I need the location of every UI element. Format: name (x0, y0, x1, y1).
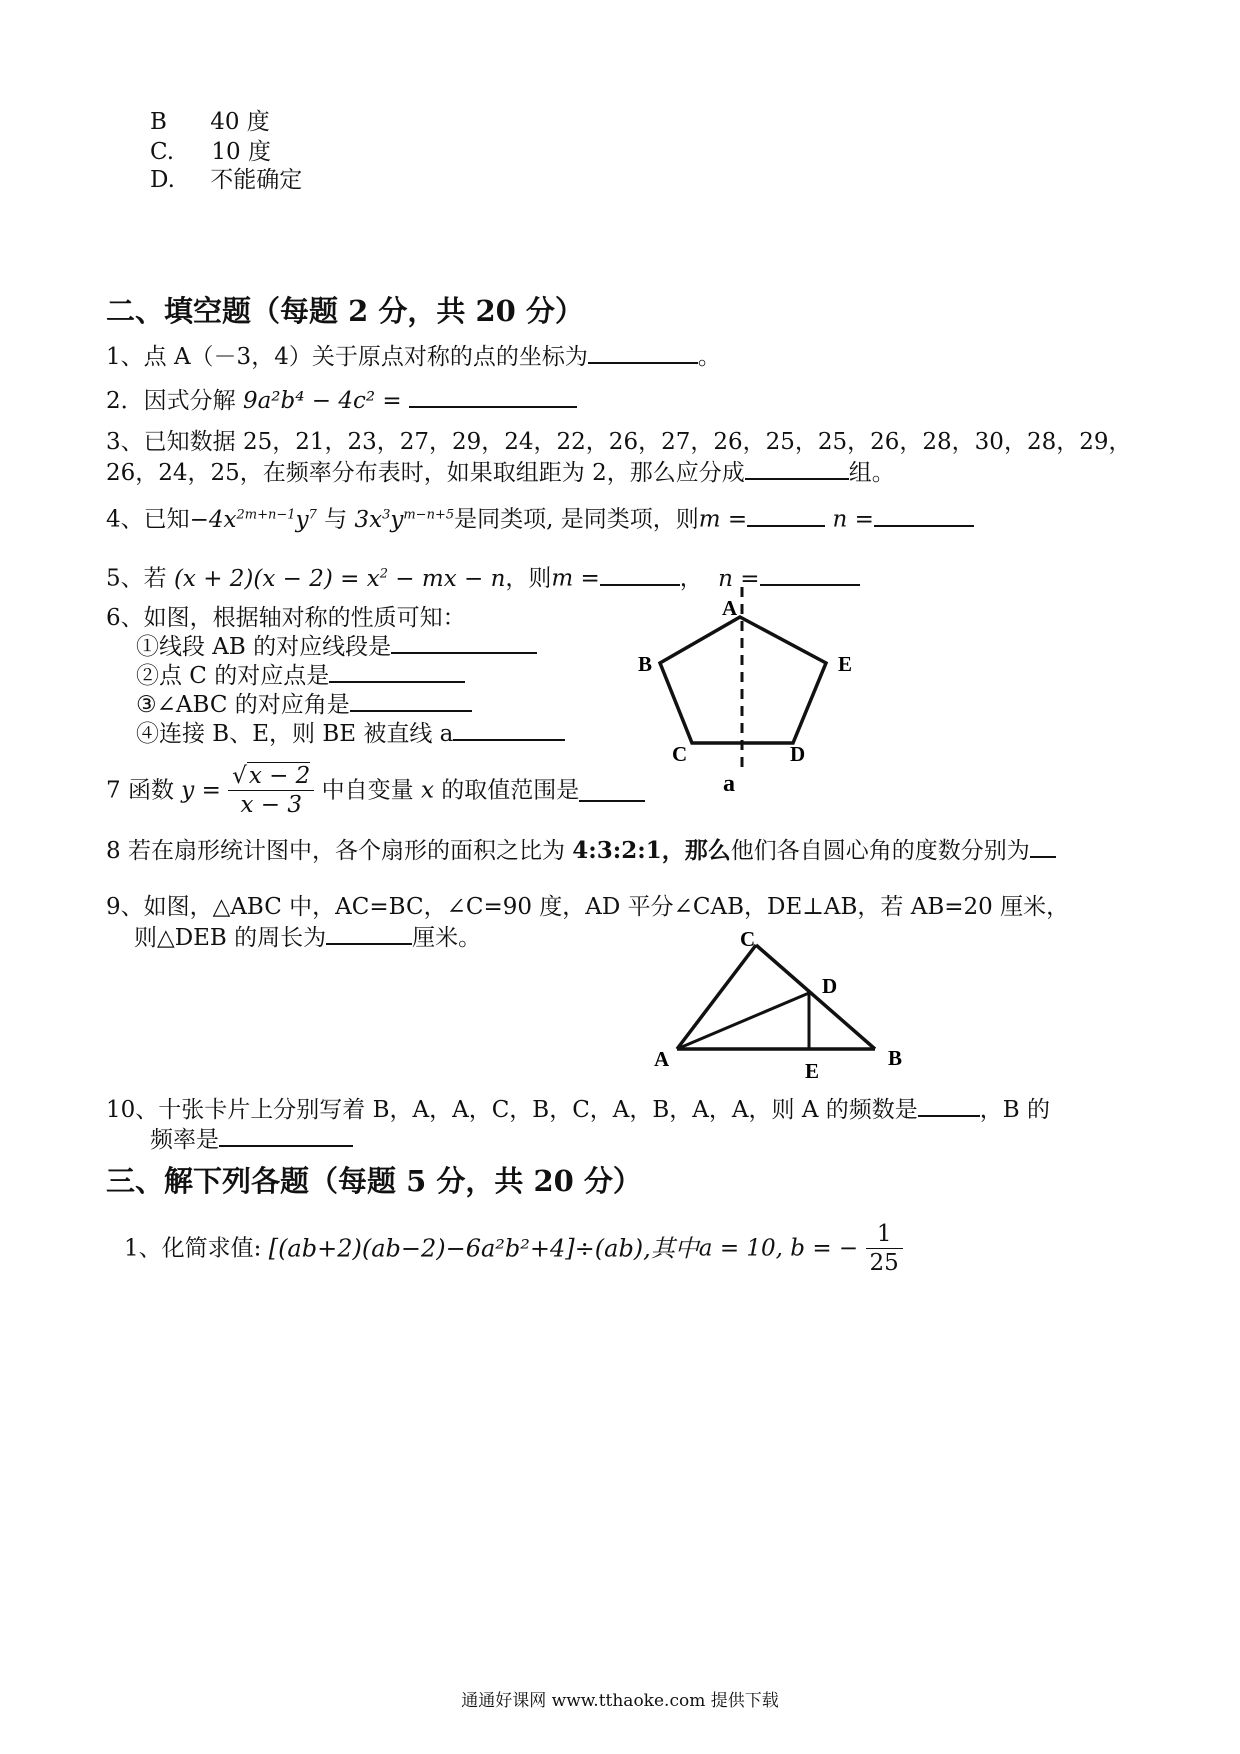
question-4: 4、已知$-4x^{2m+n-1}y^7$ 与 $3x^3y^{m-n+5}$是同类项, 是同类项，则m = n = (106, 501, 974, 534)
question-9-line1: 9、如图，△ABC 中，AC=BC，∠C=90 度，AD 平分∠CAB，DE⊥AB，若 AB=20 厘米， (106, 894, 1070, 920)
formula: 9a²b⁴ − 4c² = (242, 388, 402, 414)
label-d: D (790, 742, 806, 766)
question-8: 8 若在扇形统计图中，各个扇形的面积之比为 4:3:2:1，那么他们各自圆心角的度数分别为 (106, 836, 1056, 865)
pentagon-figure (630, 585, 870, 800)
answer-blank[interactable] (326, 923, 412, 945)
question-1: 1、点 A（－3，4）关于原点对称的点的坐标为 。 (106, 344, 721, 370)
question-7: 7 函数 y = $\frac{√x - 2}{x - 3}$ 中自变量 x 的取值范围是 (106, 762, 645, 819)
answer-blank[interactable] (350, 690, 472, 712)
section3-title: 三、解下列各题（每题 5 分，共 20 分） (106, 1164, 642, 1198)
option-letter: C. (150, 139, 175, 165)
fraction: $\frac{1}{25}$ (866, 1220, 903, 1277)
question-2: 2．因式分解 9a²b⁴ − 4c² = (106, 386, 577, 415)
label-c: C (740, 927, 756, 951)
question-6-item: ①线段 AB 的对应线段是 (136, 632, 537, 661)
answer-blank[interactable] (600, 564, 680, 586)
question-10-line2: 频率是 (150, 1125, 353, 1154)
question-9-line2: 则△DEB 的周长为 厘米。 (134, 925, 482, 951)
answer-blank[interactable] (453, 719, 565, 741)
answer-blank[interactable] (745, 458, 849, 480)
triangle-figure (648, 925, 918, 1085)
answer-blank[interactable] (219, 1125, 353, 1147)
question-5: 5、若 $(x + 2)(x - 2) = x^2$ − mx − n，则m = ， n = (106, 560, 860, 593)
option-letter: D. (150, 167, 175, 193)
option-d (150, 166, 302, 194)
answer-blank[interactable] (1030, 836, 1056, 858)
label-a: A (722, 596, 738, 620)
answer-blank[interactable] (874, 505, 974, 527)
answer-blank[interactable] (918, 1095, 980, 1117)
answer-blank[interactable] (747, 505, 825, 527)
option-c (150, 138, 271, 166)
question-6-item: ②点 C 的对应点是 (136, 661, 465, 690)
formula: $3x^3y^{m-n+5}$ (354, 506, 455, 533)
answer-blank[interactable] (588, 342, 698, 364)
option-text: 40 度 (210, 109, 270, 135)
question-3-line2: 26，24，25，在频率分布表时，如果取组距为 2，那么应分成 组。 (106, 460, 895, 486)
option-letter: B (150, 109, 167, 135)
answer-blank[interactable] (760, 564, 860, 586)
answer-blank[interactable] (409, 386, 577, 408)
option-text: 10 度 (211, 139, 271, 165)
answer-blank[interactable] (329, 661, 465, 683)
section2-title: 二、填空题（每题 2 分，共 20 分） (106, 294, 584, 328)
label-e: E (805, 1059, 820, 1083)
question-3-line1: 3、已知数据 25，21，23，27，29，24，22，26，27，26，25，25，26，28，30，28，29， (106, 429, 1132, 455)
label-d: D (822, 974, 838, 998)
option-b (150, 108, 270, 136)
formula: [(ab+2)(ab−2)−6a²b²+4]÷(ab),其中 (268, 1234, 699, 1263)
question-6-intro: 6、如图，根据轴对称的性质可知： (106, 605, 466, 631)
answer-blank[interactable] (391, 632, 537, 654)
fraction: $\frac{√x - 2}{x - 3}$ (228, 762, 314, 819)
formula: y = (181, 777, 221, 804)
page-footer: 通通好课网 www.tthaoke.com 提供下载 (461, 1691, 779, 1711)
formula: $(x + 2)(x - 2) = x^2$ − mx − n (173, 565, 506, 592)
formula: $-4x^{2m+n-1}y^7$ (189, 506, 317, 533)
question-10-line1: 10、十张卡片上分别写着 B，A，A，C，B，C，A，B，A，A，则 A 的频数是 ，B 的 (106, 1097, 1050, 1123)
option-text: 不能确定 (210, 167, 303, 193)
section3-question-1: 1、化简求值: [(ab+2)(ab−2)−6a²b²+4]÷(ab),其中a = 10, b = − $\frac{1}{25}$ (124, 1220, 903, 1277)
label-b: B (888, 1046, 903, 1070)
question-6-item: ③∠ABC 的对应角是 (136, 690, 472, 719)
question-6-item: ④连接 B、E，则 BE 被直线 a (136, 719, 565, 748)
label-b: B (638, 652, 653, 676)
label-axis-a: a (723, 771, 735, 797)
side-cb (756, 945, 875, 1049)
label-e: E (838, 652, 853, 676)
label-c: C (672, 742, 688, 766)
answer-blank[interactable] (579, 780, 645, 802)
label-a: A (654, 1047, 670, 1071)
